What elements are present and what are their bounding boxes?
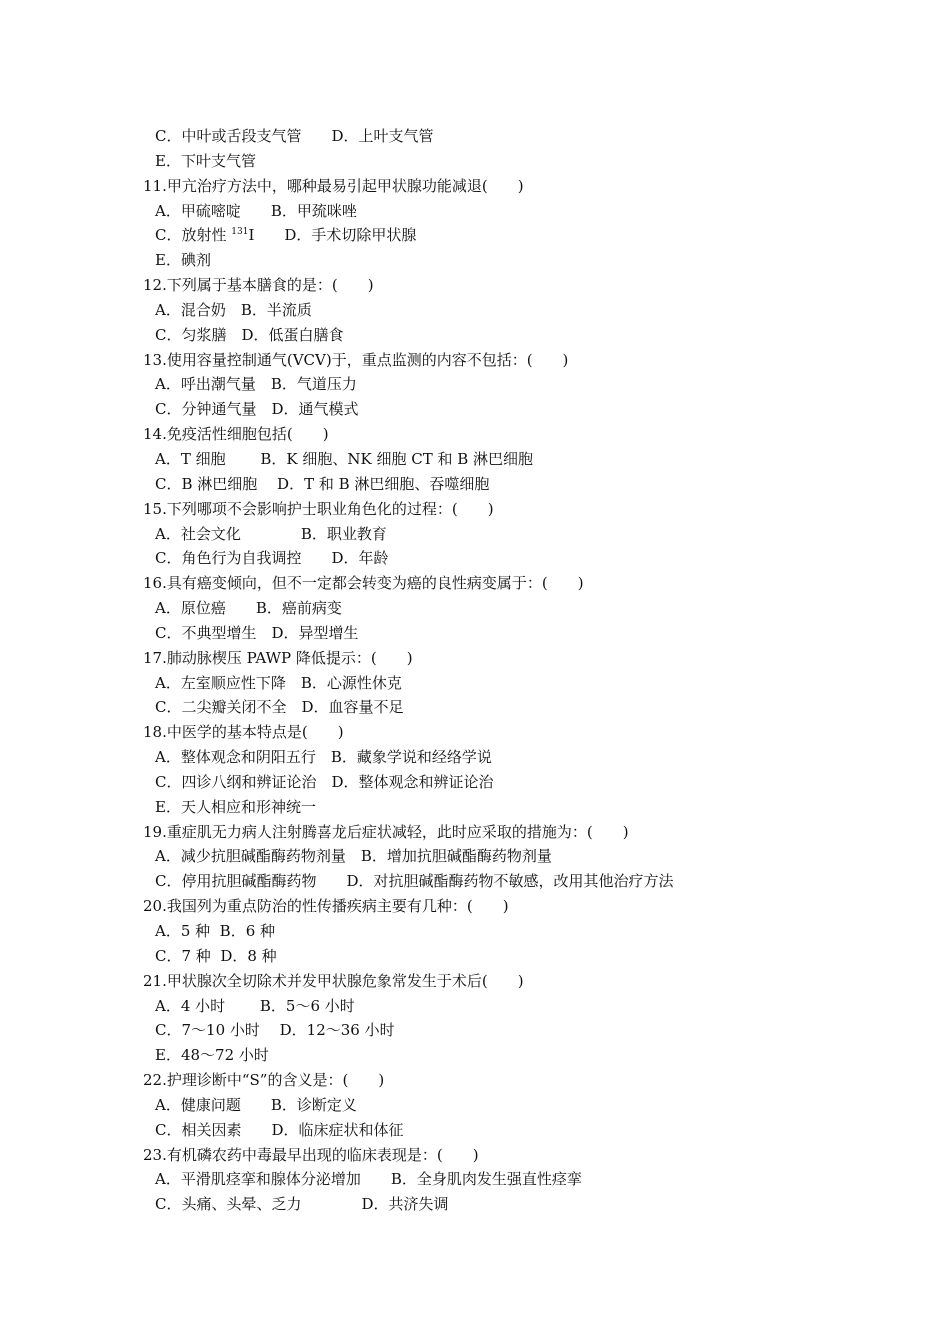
answer-options: E．碘剂 — [155, 251, 211, 270]
answer-options: C．二尖瓣关闭不全 D．血容量不足 — [155, 698, 404, 717]
answer-options: C．7～10 小时 D．12～36 小时 — [155, 1021, 395, 1040]
answer-options: A．整体观念和阴阳五行 B．藏象学说和经络学说 — [155, 748, 492, 767]
question-stem: 14.免疫活性细胞包括( ) — [143, 425, 329, 444]
answer-options: C．头痛、头晕、乏力 D．共济失调 — [155, 1195, 449, 1214]
question-stem: 11.甲亢治疗方法中，哪种最易引起甲状腺功能减退( ) — [143, 176, 524, 195]
question-stem: 19.重症肌无力病人注射腾喜龙后症状减轻，此时应采取的措施为：( ) — [143, 822, 629, 841]
answer-options: A．混合奶 B．半流质 — [155, 300, 312, 319]
answer-options: A．T 细胞 B．K 细胞、NK 细胞 CT 和 B 淋巴细胞 — [155, 449, 534, 468]
question-stem: 12.下列属于基本膳食的是：( ) — [143, 276, 374, 295]
answer-options: E．天人相应和形神统一 — [155, 797, 316, 816]
answer-options: C．相关因素 D．临床症状和体征 — [155, 1120, 404, 1139]
question-stem: 13.使用容量控制通气(VCV)于，重点监测的内容不包括：( ) — [143, 350, 569, 369]
answer-options: C．四诊八纲和辨证论治 D．整体观念和辨证论治 — [155, 772, 494, 791]
question-stem: 23.有机磷农药中毒最早出现的临床表现是：( ) — [143, 1145, 479, 1164]
answer-options: A．左室顺应性下降 B．心源性休克 — [155, 673, 402, 692]
answer-options: A．呼出潮气量 B．气道压力 — [155, 375, 357, 394]
answer-options: A．平滑肌痉挛和腺体分泌增加 B．全身肌肉发生强直性痉挛 — [155, 1170, 582, 1189]
answer-options: C．停用抗胆碱酯酶药物 D．对抗胆碱酯酶药物不敏感，改用其他治疗方法 — [155, 872, 674, 891]
answer-options: A．甲硫嘧啶 B．甲巯咪唑 — [155, 201, 357, 220]
question-stem: 17.肺动脉楔压 PAWP 降低提示：( ) — [143, 648, 413, 667]
answer-options: A．5 种 B．6 种 — [155, 922, 276, 940]
question-list — [143, 124, 843, 1217]
question-stem: 22.护理诊断中“S”的含义是：( ) — [143, 1071, 385, 1090]
question-stem: 20.我国列为重点防治的性传播疾病主要有几种：( ) — [143, 897, 509, 916]
answer-options: C．角色行为自我调控 D．年龄 — [155, 549, 389, 568]
answer-options: A．原位癌 B．癌前病变 — [155, 599, 342, 618]
question-stem: 21.甲状腺次全切除术并发甲状腺危象常发生于术后( ) — [143, 971, 524, 990]
answer-options: A．减少抗胆碱酯酶药物剂量 B．增加抗胆碱酯酶药物剂量 — [155, 847, 552, 866]
answer-options: A．4 小时 B．5～6 小时 — [155, 996, 355, 1015]
answer-options: C．中叶或舌段支气管 D．上叶支气管 — [155, 127, 434, 145]
answer-options: A．社会文化 B．职业教育 — [155, 524, 387, 543]
option-text: C．放射性 — [155, 226, 232, 245]
question-stem: 16.具有癌变倾向，但不一定都会转变为癌的良性病变属于：( ) — [143, 574, 584, 593]
answer-options: E．下叶支气管 — [155, 151, 256, 170]
answer-options: E．48～72 小时 — [155, 1046, 269, 1065]
question-stem: 18.中医学的基本特点是( ) — [143, 723, 344, 742]
answer-options: C．匀浆膳 D．低蛋白膳食 — [155, 325, 344, 344]
isotope-superscript: 131 — [231, 227, 249, 238]
question-stem: 15.下列哪项不会影响护士职业角色化的过程：( ) — [143, 499, 494, 518]
answer-options: C．不典型增生 D．异型增生 — [155, 623, 359, 642]
answer-options — [143, 223, 843, 248]
answer-options: C．7 种 D．8 种 — [155, 946, 277, 965]
answer-options: A．健康问题 B．诊断定义 — [155, 1095, 357, 1114]
answer-options: C．B 淋巴细胞 D．T 和 B 淋巴细胞、吞噬细胞 — [155, 474, 490, 493]
option-text: I D．手术切除甲状腺 — [248, 226, 417, 245]
answer-options: C．分钟通气量 D．通气模式 — [155, 400, 359, 419]
